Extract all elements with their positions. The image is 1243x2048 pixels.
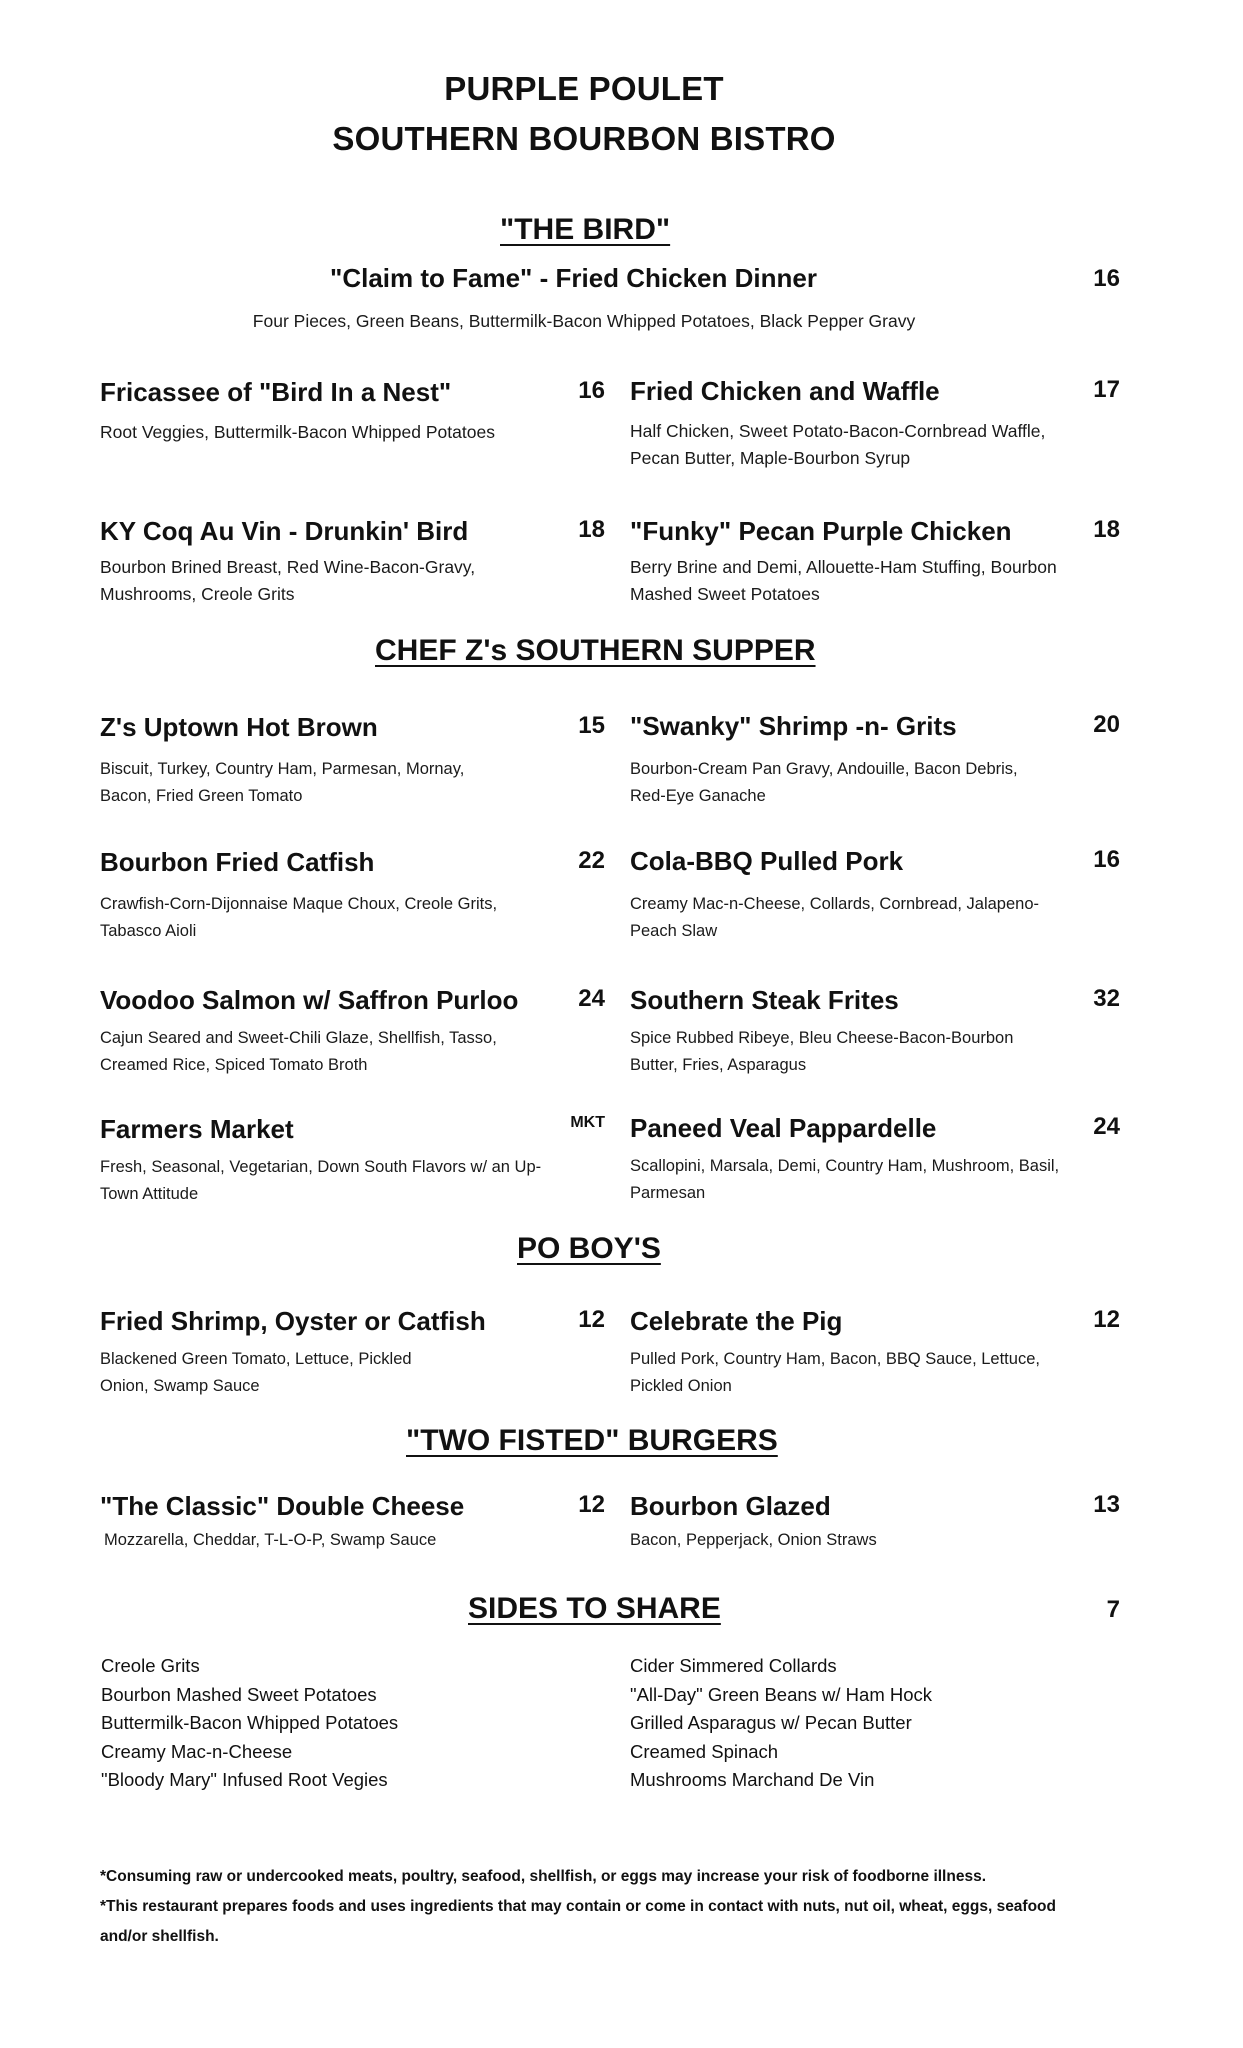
health-warning: *Consuming raw or undercooked meats, poultry, seafood, shellfish, or eggs may increase your risk of foodborne illness. — [100, 1868, 986, 1885]
menu-item-price: 24 — [578, 985, 605, 1012]
menu-item-price: 15 — [578, 712, 605, 739]
menu-item — [630, 985, 1120, 1095]
menu-item-name: Z's Uptown Hot Brown — [100, 712, 378, 742]
menu-item-name: "The Classic" Double Cheese — [100, 1491, 465, 1521]
menu-item-description: Half Chicken, Sweet Potato-Bacon-Cornbread Waffle, Pecan Butter, Maple-Bourbon Syrup — [630, 421, 1046, 468]
side-item: Mushrooms Marchand De Vin — [630, 1769, 875, 1790]
menu-item-description: Pulled Pork, Country Ham, Bacon, BBQ Sauce, Lettuce, Pickled Onion — [630, 1350, 1040, 1395]
menu-item — [630, 711, 1120, 821]
menu-item-name: Bourbon Fried Catfish — [100, 847, 375, 877]
menu-item-price: 32 — [1093, 985, 1120, 1012]
footer-notes — [100, 1862, 1100, 1952]
sides-list-right — [630, 1652, 932, 1795]
menu-item-price: 12 — [578, 1306, 605, 1333]
side-item: Buttermilk-Bacon Whipped Potatoes — [101, 1712, 399, 1733]
section-title-burgers: "TWO FISTED" BURGERS — [406, 1424, 778, 1457]
menu-item-name: Bourbon Glazed — [630, 1491, 831, 1521]
menu-item-description: Fresh, Seasonal, Vegetarian, Down South Flavors w/ an Up-Town Attitude — [100, 1158, 542, 1203]
menu-item-price: 24 — [1093, 1113, 1120, 1140]
menu-item — [630, 846, 1120, 956]
menu-item-description: Bourbon-Cream Pan Gravy, Andouille, Bacon Debris, Red-Eye Ganache — [630, 760, 1018, 805]
menu-item — [630, 1491, 1120, 1551]
section-title-po-boys: PO BOY'S — [517, 1232, 661, 1265]
sides-list-left — [101, 1652, 398, 1795]
section-title-sides: SIDES TO SHARE — [468, 1592, 721, 1625]
menu-item-description: Crawfish-Corn-Dijonnaise Maque Choux, Creole Grits, Tabasco Aioli — [100, 895, 498, 940]
menu-item-description: Bourbon Brined Breast, Red Wine-Bacon-Gravy, Mushrooms, Creole Grits — [100, 557, 476, 604]
side-item: Creamy Mac-n-Cheese — [101, 1740, 293, 1762]
menu-item-price: 18 — [1093, 516, 1120, 543]
menu-item — [630, 516, 1120, 626]
side-item: Creole Grits — [101, 1655, 200, 1676]
menu-item-description: Cajun Seared and Sweet-Chili Glaze, Shellfish, Tasso, Creamed Rice, Spiced Tomato Broth — [100, 1029, 497, 1074]
menu-item-price: 18 — [578, 516, 605, 543]
side-item: Bourbon Mashed Sweet Potatoes — [101, 1683, 377, 1705]
menu-item-name: Fricassee of "Bird In a Nest" — [100, 377, 452, 407]
menu-item-name: KY Coq Au Vin - Drunkin' Bird — [100, 516, 469, 546]
menu-item-name: Voodoo Salmon w/ Saffron Purloo — [100, 985, 519, 1015]
side-item: "All-Day" Green Beans w/ Ham Hock — [630, 1683, 933, 1705]
side-item: Creamed Spinach — [630, 1740, 779, 1762]
menu-item-name: Fried Shrimp, Oyster or Catfish — [100, 1306, 486, 1336]
menu-item-description: Scallopini, Marsala, Demi, Country Ham, Mushroom, Basil, Parmesan — [630, 1157, 1060, 1202]
menu-item — [100, 1114, 605, 1224]
menu-item — [630, 376, 1120, 486]
featured-item-name: "Claim to Fame" - Fried Chicken Dinner — [330, 263, 817, 293]
menu-item-name: "Funky" Pecan Purple Chicken — [630, 516, 1012, 546]
menu-item — [630, 1113, 1120, 1223]
menu-item-description: Creamy Mac-n-Cheese, Collards, Cornbread, Jalapeno-Peach Slaw — [630, 895, 1040, 940]
menu-item-description: Berry Brine and Demi, Allouette-Ham Stuffing, Bourbon Mashed Sweet Potatoes — [630, 557, 1057, 604]
menu-item-name: Cola-BBQ Pulled Pork — [630, 846, 904, 876]
menu-item — [630, 1306, 1120, 1416]
sides-price: 7 — [1106, 1596, 1120, 1623]
menu-item — [100, 712, 605, 822]
side-item: Grilled Asparagus w/ Pecan Butter — [630, 1712, 912, 1733]
menu-item-price: 12 — [578, 1491, 605, 1518]
menu-item-description: Biscuit, Turkey, Country Ham, Parmesan, Mornay, Bacon, Fried Green Tomato — [100, 760, 465, 805]
menu-item-price: 22 — [578, 847, 605, 874]
menu-item — [100, 377, 605, 487]
menu-item-name: Paneed Veal Pappardelle — [630, 1113, 937, 1143]
restaurant-name: PURPLE POULET — [444, 70, 724, 107]
menu-item — [100, 1306, 605, 1416]
menu-item-name: Southern Steak Frites — [630, 985, 899, 1015]
menu-item-price: 16 — [1093, 846, 1120, 873]
menu-item-description: Spice Rubbed Ribeye, Bleu Cheese-Bacon-Bourbon Butter, Fries, Asparagus — [630, 1029, 1014, 1074]
menu-item-description: Bacon, Pepperjack, Onion Straws — [630, 1531, 877, 1549]
section-title-the-bird: "THE BIRD" — [500, 213, 671, 246]
section-title-southern-supper: CHEF Z's SOUTHERN SUPPER — [375, 634, 816, 667]
menu-item-description: Blackened Green Tomato, Lettuce, Pickled Onion, Swamp Sauce — [100, 1350, 412, 1395]
menu-item-name: Farmers Market — [100, 1114, 294, 1144]
menu-item-price: 13 — [1093, 1491, 1120, 1518]
menu-item-price: MKT — [570, 1114, 605, 1131]
featured-item-price: 16 — [1093, 265, 1120, 292]
menu-item-name: "Swanky" Shrimp -n- Grits — [630, 711, 957, 741]
menu-item-price: 20 — [1093, 711, 1120, 738]
allergen-notice: *This restaurant prepares foods and uses ingredients that may contain or come in contact with nuts, nut oil, wheat, eggs, seafood and/or shellfish. — [100, 1898, 1056, 1945]
menu-item-description: Root Veggies, Buttermilk-Bacon Whipped Potatoes — [100, 422, 495, 442]
restaurant-subtitle: SOUTHERN BOURBON BISTRO — [332, 120, 836, 157]
side-item: "Bloody Mary" Infused Root Vegies — [101, 1769, 388, 1790]
menu-item-price: 17 — [1093, 376, 1120, 403]
menu-item-name: Fried Chicken and Waffle — [630, 376, 940, 406]
menu-item — [100, 516, 605, 626]
menu-item — [100, 847, 605, 957]
menu-item — [100, 985, 605, 1095]
menu-item-price: 16 — [578, 377, 605, 404]
menu-item-price: 12 — [1093, 1306, 1120, 1333]
menu-item — [100, 1491, 605, 1551]
side-item: Cider Simmered Collards — [630, 1655, 837, 1676]
menu-item-description: Mozzarella, Cheddar, T-L-O-P, Swamp Sauce — [104, 1531, 437, 1549]
featured-item-description: Four Pieces, Green Beans, Buttermilk-Bacon Whipped Potatoes, Black Pepper Gravy — [252, 311, 916, 331]
menu-item-name: Celebrate the Pig — [630, 1306, 843, 1336]
